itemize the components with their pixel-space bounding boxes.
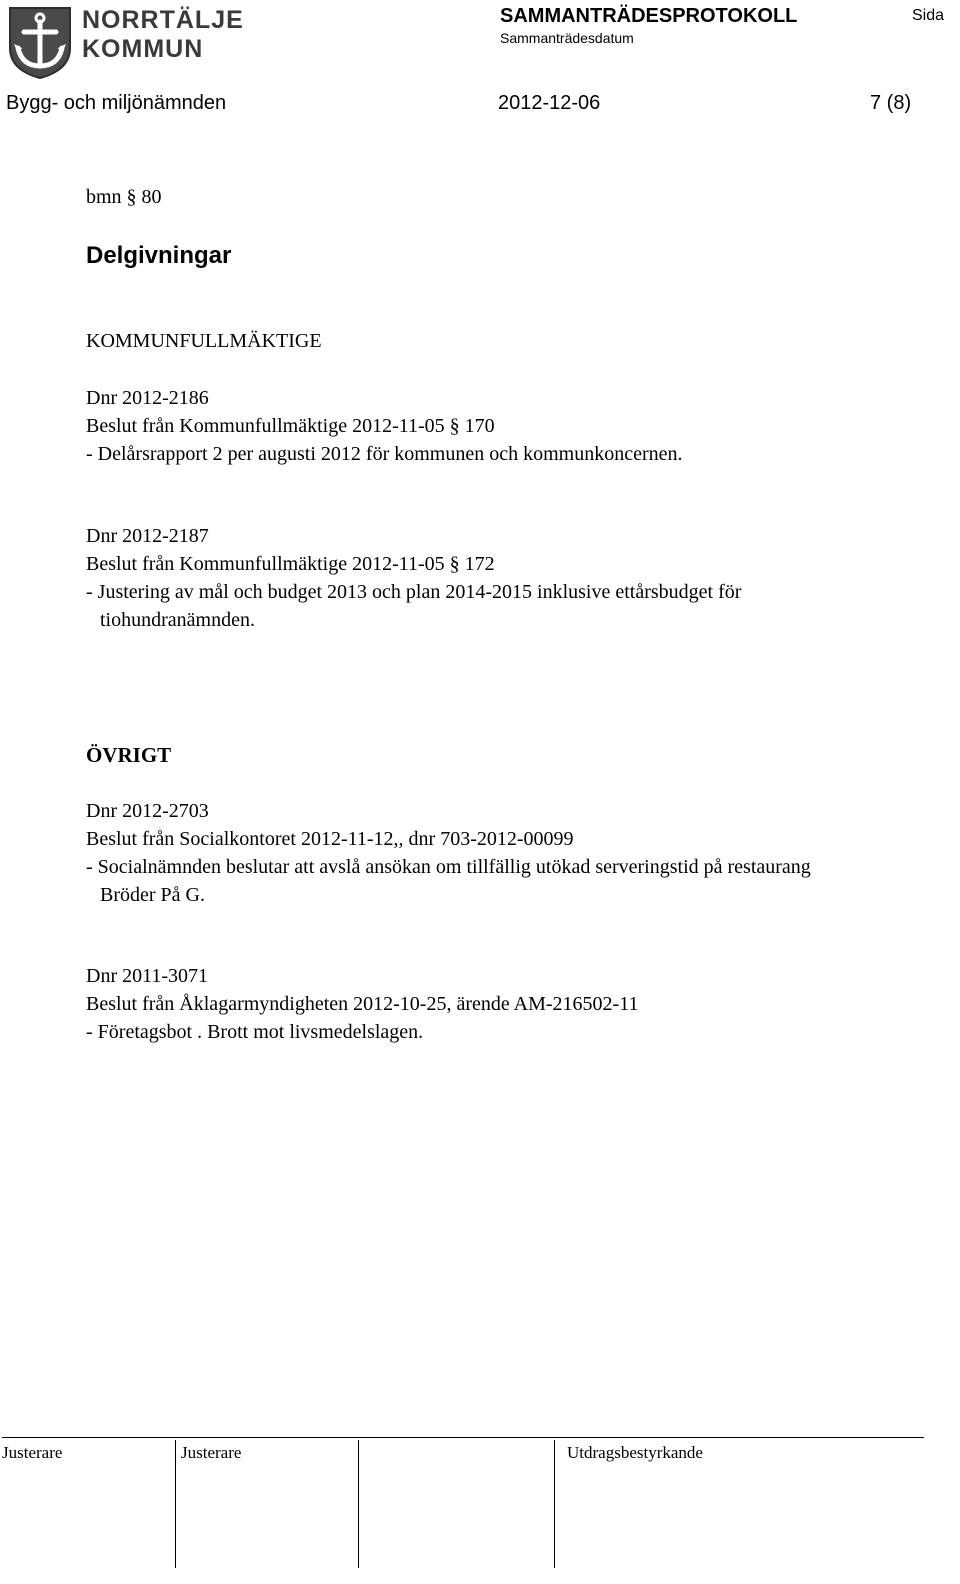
signature-label-justerare-2: Justerare [181,1443,242,1462]
signature-divider [358,1440,359,1568]
document-type: SAMMANTRÄDESPROTOKOLL [500,5,798,27]
item-description: - Justering av mål och budget 2013 och plan 2014-2015 inklusive ettårsbudget för [86,581,742,603]
item-dnr: Dnr 2012-2187 [86,525,209,547]
signature-divider [554,1440,555,1568]
committee-name: Bygg- och miljönämnden [6,92,227,114]
paragraph-reference: bmn § 80 [86,186,162,208]
item-decision: Beslut från Kommunfullmäktige 2012-11-05 § 172 [86,553,495,575]
list-item [86,797,811,909]
page-number: 7 (8) [870,92,912,114]
logo-text-line2: KOMMUN [82,35,204,63]
meeting-date: 2012-12-06 [498,92,601,114]
section-heading-ovrigt: ÖVRIGT [86,743,172,767]
item-decision: Beslut från Socialkontoret 2012-11-12,, dnr 703-2012-00099 [86,828,574,850]
item-description-continuation: Bröder På G. [100,884,205,906]
item-decision: Beslut från Åklagarmyndigheten 2012-10-25, ärende AM-216502-11 [86,993,639,1015]
list-item [86,522,741,634]
signature-divider [175,1440,176,1568]
item-description-continuation: tiohundranämnden. [100,609,255,631]
signature-label-justerare-1: Justerare [2,1443,63,1462]
list-item [86,384,683,468]
item-decision: Beslut från Kommunfullmäktige 2012-11-05 § 170 [86,415,495,437]
list-item [86,962,638,1046]
logo-text-line1: NORRTÄLJE [82,6,244,34]
item-description: - Socialnämnden beslutar att avslå ansökan om tillfällig utökad serveringstid på restaurang [86,856,811,878]
anchor-shield-icon [6,4,76,80]
item-description: - Delårsrapport 2 per augusti 2012 för kommunen och kommunkoncernen. [86,443,683,465]
item-description: - Företagsbot . Brott mot livsmedelslagen. [86,1021,424,1043]
section-heading-kommunfullmaktige: KOMMUNFULLMÄKTIGE [86,330,322,352]
footer-divider [2,1437,924,1438]
item-dnr: Dnr 2011-3071 [86,965,209,987]
page-label: Sida [912,7,945,24]
item-dnr: Dnr 2012-2186 [86,387,209,409]
item-dnr: Dnr 2012-2703 [86,800,209,822]
signature-label-utdragsbestyrkande: Utdragsbestyrkande [567,1443,703,1462]
page-title: Delgivningar [86,242,232,269]
date-label: Sammanträdesdatum [500,30,634,46]
